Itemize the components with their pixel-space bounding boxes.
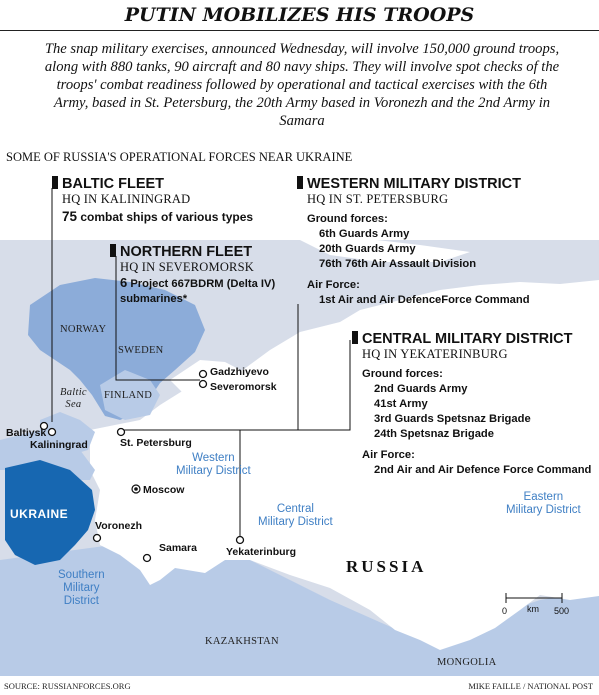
kazakhstan-label: KAZAKHSTAN: [205, 636, 279, 647]
kaliningrad-marker: [49, 429, 56, 436]
finland-label: FINLAND: [104, 390, 153, 401]
ukraine-label: UKRAINE: [10, 507, 69, 521]
kaliningrad-label: Kaliningrad: [30, 439, 88, 451]
baltiysk-label: Baltiysk: [6, 427, 47, 439]
baltic-sea-label: Baltic Sea: [60, 387, 87, 410]
severomorsk-label: Severomorsk: [210, 381, 277, 393]
central-ground-item: 2nd Guards Army: [374, 383, 468, 395]
box-marker-icon: [52, 176, 58, 189]
st-petersburg-marker: [118, 429, 125, 436]
baltic-fleet-text: combat ships of various types: [77, 210, 254, 224]
moscow-marker: [132, 485, 140, 493]
eastern-district-label: Eastern Military District: [506, 491, 581, 516]
western-district-title: WESTERN MILITARY DISTRICT: [307, 176, 522, 192]
western-ground-item: 76th 76th Air Assault Division: [319, 258, 477, 270]
central-ground-item: 41st Army: [374, 398, 428, 410]
western-air-item: 1st Air and Air DefenceForce Command: [319, 294, 530, 306]
samara-marker: [144, 555, 151, 562]
western-ground-label: Ground forces:: [307, 213, 388, 225]
title-divider: [0, 30, 599, 31]
page-title: PUTIN MOBILIZES HIS TROOPS: [124, 4, 475, 26]
yekaterinburg-marker: [237, 537, 244, 544]
author-credit: MIKE FAILLE / NATIONAL POST: [468, 681, 593, 691]
sweden-label: SWEDEN: [118, 345, 164, 356]
box-marker-icon: [297, 176, 303, 189]
western-district-label: Western Military District: [176, 452, 251, 477]
northern-fleet-text: Project 667BDRM (Delta IV): [127, 278, 276, 290]
scale-unit: km: [527, 604, 539, 614]
western-air-label: Air Force:: [307, 279, 360, 291]
source-credit: SOURCE: RUSSIANFORCES.ORG: [4, 681, 131, 691]
scale-zero: 0: [502, 606, 508, 616]
northern-fleet-hq: HQ IN SEVEROMORSK: [120, 260, 254, 274]
yekaterinburg-label: Yekaterinburg: [226, 546, 297, 558]
russia-label: RUSSIA: [346, 557, 427, 576]
western-district-hq: HQ IN ST. PETERSBURG: [307, 192, 449, 206]
voronezh-label: Voronezh: [95, 520, 143, 532]
gadzhiyevo-marker: [200, 371, 207, 378]
central-ground-label: Ground forces:: [362, 368, 443, 380]
norway-label: NORWAY: [60, 324, 107, 335]
central-district-label: Central Military District: [258, 503, 333, 528]
mongolia-label: MONGOLIA: [437, 657, 497, 668]
st-petersburg-label: St. Petersburg: [120, 437, 192, 449]
box-marker-icon: [352, 331, 358, 344]
northern-fleet-text2: submarines*: [120, 293, 188, 305]
southern-district-label: Southern Military District: [58, 569, 105, 607]
northern-fleet-box: [110, 244, 275, 307]
voronezh-marker: [94, 535, 101, 542]
scale-max: 500: [554, 606, 570, 616]
map-subhead: SOME OF RUSSIA'S OPERATIONAL FORCES NEAR UKRAINE: [6, 150, 353, 164]
baltic-fleet-box: [52, 176, 253, 225]
western-district-box: [297, 176, 530, 308]
central-ground-item: 24th Spetsnaz Brigade: [374, 428, 494, 440]
western-ground-item: 6th Guards Army: [319, 228, 410, 240]
central-district-box: [352, 331, 591, 478]
intro-text: The snap military exercises, announced Wednesday, will involve 150,000 ground troops, along with 880 tanks, 90 aircraft and 80 navy ships. They will involve spot checks of the troops' combat readiness followed by operational and tactical exercises with the 6th Army, based in St. Petersburg, the 20th Army based in Voronezh and the 2nd Army in Samara: [44, 41, 560, 129]
northern-fleet-count: 6: [120, 275, 128, 290]
central-air-item: 2nd Air and Air Defence Force Command: [374, 464, 592, 476]
baltic-fleet-count: 75: [62, 209, 78, 224]
central-district-title: CENTRAL MILITARY DISTRICT: [362, 331, 573, 347]
severomorsk-marker: [200, 381, 207, 388]
moscow-label: Moscow: [143, 484, 185, 496]
baltic-fleet-hq: HQ IN KALININGRAD: [62, 192, 191, 206]
central-district-hq: HQ IN YEKATERINBURG: [362, 347, 508, 361]
gadzhiyevo-label: Gadzhiyevo: [210, 366, 269, 378]
baltic-fleet-title: BALTIC FLEET: [62, 176, 165, 192]
samara-label: Samara: [159, 542, 197, 554]
box-marker-icon: [110, 244, 116, 257]
central-ground-item: 3rd Guards Spetsnaz Brigade: [374, 413, 531, 425]
central-air-label: Air Force:: [362, 449, 415, 461]
western-ground-item: 20th Guards Army: [319, 243, 416, 255]
northern-fleet-title: NORTHERN FLEET: [120, 244, 253, 260]
